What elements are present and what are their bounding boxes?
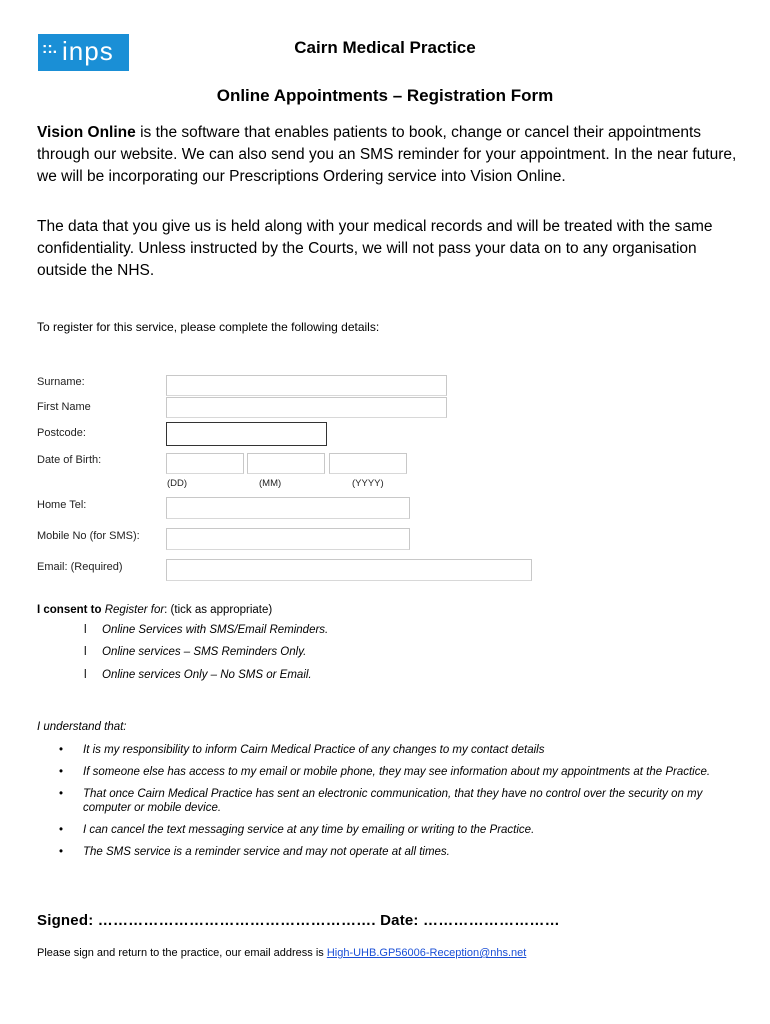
footer-instruction: Please sign and return to the practice, our email address is	[37, 947, 327, 959]
surname-label: Surname:	[37, 376, 85, 388]
first-name-label: First Name	[37, 401, 91, 413]
understand-heading: I understand that:	[37, 721, 127, 733]
consent-italic: Register for	[101, 604, 165, 616]
dob-label: Date of Birth:	[37, 454, 102, 466]
consent-option-3[interactable]	[84, 669, 312, 681]
dob-year-input[interactable]	[329, 453, 407, 474]
dob-dd-hint: (DD)	[167, 478, 188, 489]
mobile-input[interactable]	[166, 528, 410, 550]
email-input[interactable]	[166, 559, 532, 581]
surname-input[interactable]	[166, 375, 447, 396]
consent-heading	[37, 604, 272, 616]
consent-option-1[interactable]	[84, 624, 328, 636]
dob-yyyy-hint: (YYYY)	[352, 478, 384, 489]
practice-email-link[interactable]: High-UHB.GP56006-Reception@nhs.net	[326, 947, 527, 959]
signed-label: Signed:	[37, 912, 94, 929]
understand-list	[37, 743, 737, 867]
dob-mm-hint: (MM)	[259, 478, 282, 489]
logo-mark: ::.	[42, 40, 58, 57]
date-label: Date:	[375, 912, 419, 929]
signed-dots[interactable]: ……………………………………………….	[93, 912, 376, 929]
understand-item: • If someone else has access to my email or mobile phone, they may see information about my appointments at the Practice.	[37, 765, 737, 779]
dob-day-input[interactable]	[166, 453, 244, 474]
consent-option-label: Online Services with SMS/Email Reminders.	[102, 624, 329, 636]
home-tel-label: Home Tel:	[37, 499, 87, 511]
tick-box-icon[interactable]: l	[84, 669, 87, 681]
home-tel-input[interactable]	[166, 497, 410, 519]
consent-bold: I consent to	[37, 604, 102, 616]
postcode-label: Postcode:	[37, 427, 86, 439]
understand-item: • It is my responsibility to inform Cairn Medical Practice of any changes to my contact details	[37, 743, 737, 757]
vision-online-bold: Vision Online	[37, 124, 136, 141]
signature-line	[37, 912, 560, 929]
understand-item: • I can cancel the text messaging service at any time by emailing or writing to the Practice.	[37, 823, 737, 837]
consent-rest: : (tick as appropriate)	[164, 604, 273, 616]
form-title: Online Appointments – Registration Form	[216, 86, 554, 105]
intro-paragraph-2: The data that you give us is held along with your medical records and will be treated with the same confidentiality. Unless instructed by the Courts, we will not pass your data on to any organisation outside the NHS.	[37, 218, 713, 279]
understand-item: • That once Cairn Medical Practice has sent an electronic communication, that they have no control over the security on my computer or mobile device.	[37, 787, 737, 815]
logo-text: inps	[62, 36, 114, 66]
dob-month-input[interactable]	[247, 453, 325, 474]
instruction-text: To register for this service, please complete the following details:	[37, 320, 380, 334]
consent-option-2[interactable]	[84, 646, 306, 658]
mobile-label: Mobile No (for SMS):	[37, 530, 140, 542]
consent-option-label: Online services Only – No SMS or Email.	[102, 669, 312, 681]
consent-option-label: Online services – SMS Reminders Only.	[102, 646, 307, 658]
first-name-input[interactable]	[166, 397, 447, 418]
intro-p1-text: is the software that enables patients to book, change or cancel their appointments through our website. We can also send you an SMS reminder for your appointment. In the near future, we will be incorporating our Prescriptions Ordering service into Vision Online.	[37, 124, 737, 185]
tick-box-icon[interactable]: l	[84, 646, 87, 658]
tick-box-icon[interactable]: l	[84, 624, 87, 636]
date-dots[interactable]: ………………………	[418, 912, 560, 929]
understand-item: • The SMS service is a reminder service and may not operate at all times.	[37, 845, 737, 859]
footer-text	[37, 947, 526, 959]
email-label: Email: (Required)	[37, 561, 123, 573]
intro-paragraph-1	[37, 122, 737, 188]
postcode-input[interactable]	[166, 422, 327, 446]
practice-title: Cairn Medical Practice	[294, 38, 476, 57]
